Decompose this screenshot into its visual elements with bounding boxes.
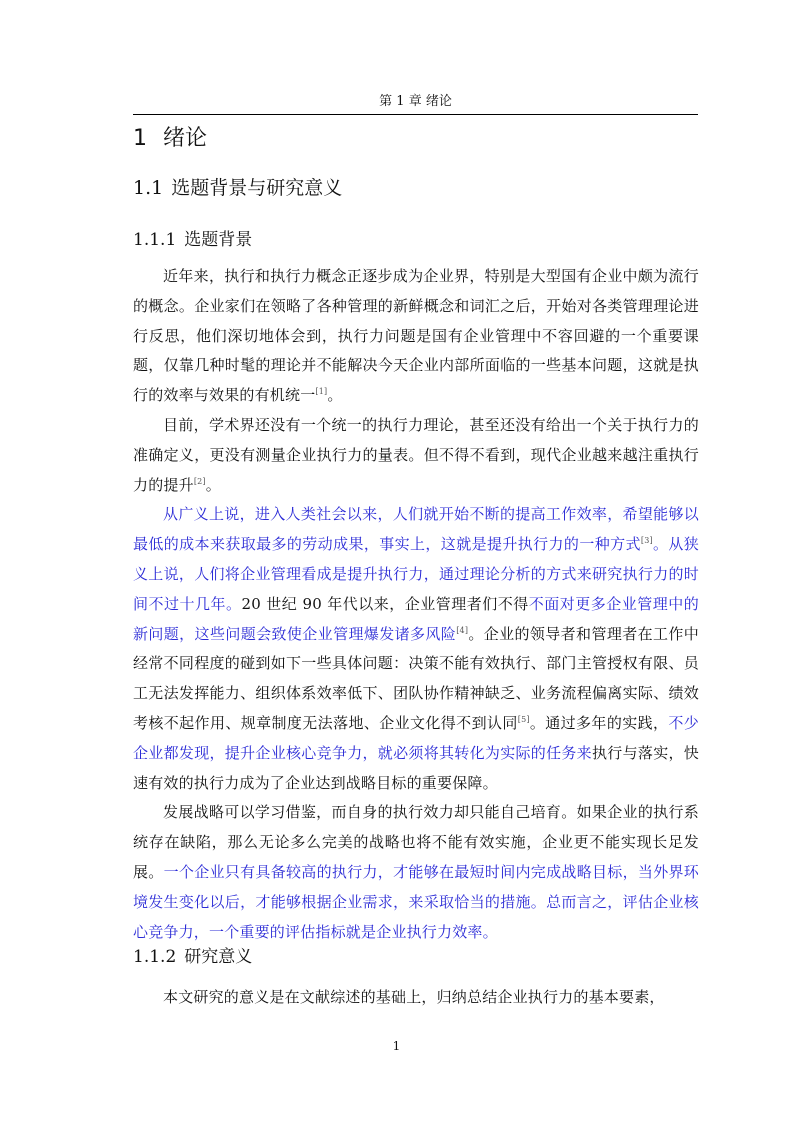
paragraph-text: 。: [327, 386, 343, 405]
highlighted-text: 一个企业只有具备较高的执行力，才能够在最短时间内完成战略目标，当外界环境发生变化以后，才能够根据企业需求，来采取恰当的措施。总而言之，评估企业核心竞争力，一个重要的评估指标就是企业执行力效率。: [133, 862, 699, 941]
chapter-title: 绪论: [163, 126, 208, 151]
highlighted-text: 从狭义上说，人们将企业管理看成是提升执行力，通过理论分析的方式来研究执行力的时间不过十几年。: [133, 535, 700, 613]
citation-ref: [5]: [517, 714, 530, 724]
citation-ref: [1]: [315, 387, 328, 397]
subsection-number: 1.1.2: [133, 947, 177, 967]
paragraph-text: 目前，学术界还没有一个统一的执行力理论，甚至还没有给出一个关于执行力的准确定义，更没有测量企业执行力的量表。但不得不看到，现代企业越来越注重执行力的提升: [133, 415, 699, 494]
paragraph: [133, 411, 699, 500]
section-title: 选题背景与研究意义: [171, 177, 343, 199]
chapter-heading: [133, 124, 207, 154]
paragraph: [133, 262, 699, 411]
citation-ref: [2]: [193, 476, 206, 486]
paragraph-text: 执行与落实，快速有效的执行力成为了企业达到战略目标的重要保障。: [133, 743, 699, 792]
citation-ref: [3]: [640, 536, 653, 546]
subsection-heading-significance: [133, 945, 252, 969]
paragraph-text: 。通过多年的实践，: [529, 713, 669, 732]
subsection-heading-background: [133, 228, 252, 252]
significance-body: [133, 983, 699, 1013]
paragraph-text: 。: [205, 475, 221, 494]
subsection-title: 选题背景: [184, 230, 253, 250]
subsection-title: 研究意义: [184, 947, 253, 967]
highlighted-text: 不少企业都发现，提升企业核心竞争力，就必须将其转化为实际的任务来: [133, 713, 699, 762]
paragraph-text: 。企业的领导者和管理者在工作中经常不同程度的碰到如下一些具体问题：决策不能有效执行、部门主管授权有限、员工无法发挥能力、组织体系效率低下、团队协作精神缺乏、业务流程偏离实际、绩效考核不起作用、规章制度无法落地、企业文化得不到认同: [133, 624, 699, 732]
paragraph: [133, 500, 699, 798]
running-header: 第 1 章 绪论: [379, 94, 452, 109]
section-number: 1.1: [133, 177, 164, 199]
subsection-number: 1.1.1: [133, 230, 177, 250]
paragraph-text: 20 世纪 90 年代以来，企业管理者们不得: [241, 594, 529, 613]
paragraph-text: 近年来，执行和执行力概念正逐步成为企业界，特别是大型国有企业中颇为流行的概念。企业家们在领略了各种管理的新鲜概念和词汇之后，开始对各类管理理论进行反思，他们深切地体会到，执行力问题是国有企业管理中不容回避的一个重要课题，仅靠几种时髦的理论并不能解决今天企业内部所面临的一些基本问题，这就是执行的效率与效果的有机统一: [133, 267, 699, 405]
chapter-number: 1: [133, 126, 147, 151]
highlighted-text: 不面对更多企业管理中的新问题，这些问题会致使企业管理爆发诸多风险: [133, 594, 699, 643]
background-body: [133, 262, 699, 947]
paragraph-text: 发展战略可以学习借鉴，而自身的执行效力却只能自己培育。如果企业的执行系统存在缺陷，那么无论多么完美的战略也将不能有效实施，企业更不能实现长足发展。: [133, 803, 699, 881]
header-rule: [133, 114, 698, 115]
highlighted-text: 从广义上说，进入人类社会以来，人们就开始不断的提高工作效率，希望能够以最低的成本来获取最多的劳动成果，事实上，这就是提升执行力的一种方式: [133, 505, 699, 554]
paragraph: [133, 798, 699, 947]
paragraph: [133, 983, 699, 1013]
highlighted-text: 。: [652, 535, 669, 554]
section-heading: [133, 174, 342, 202]
citation-ref: [4]: [456, 625, 469, 635]
paragraph-text: 本文研究的意义是在文献综述的基础上，归纳总结企业执行力的基本要素，: [163, 988, 665, 1006]
page-number: 1: [392, 1039, 401, 1053]
